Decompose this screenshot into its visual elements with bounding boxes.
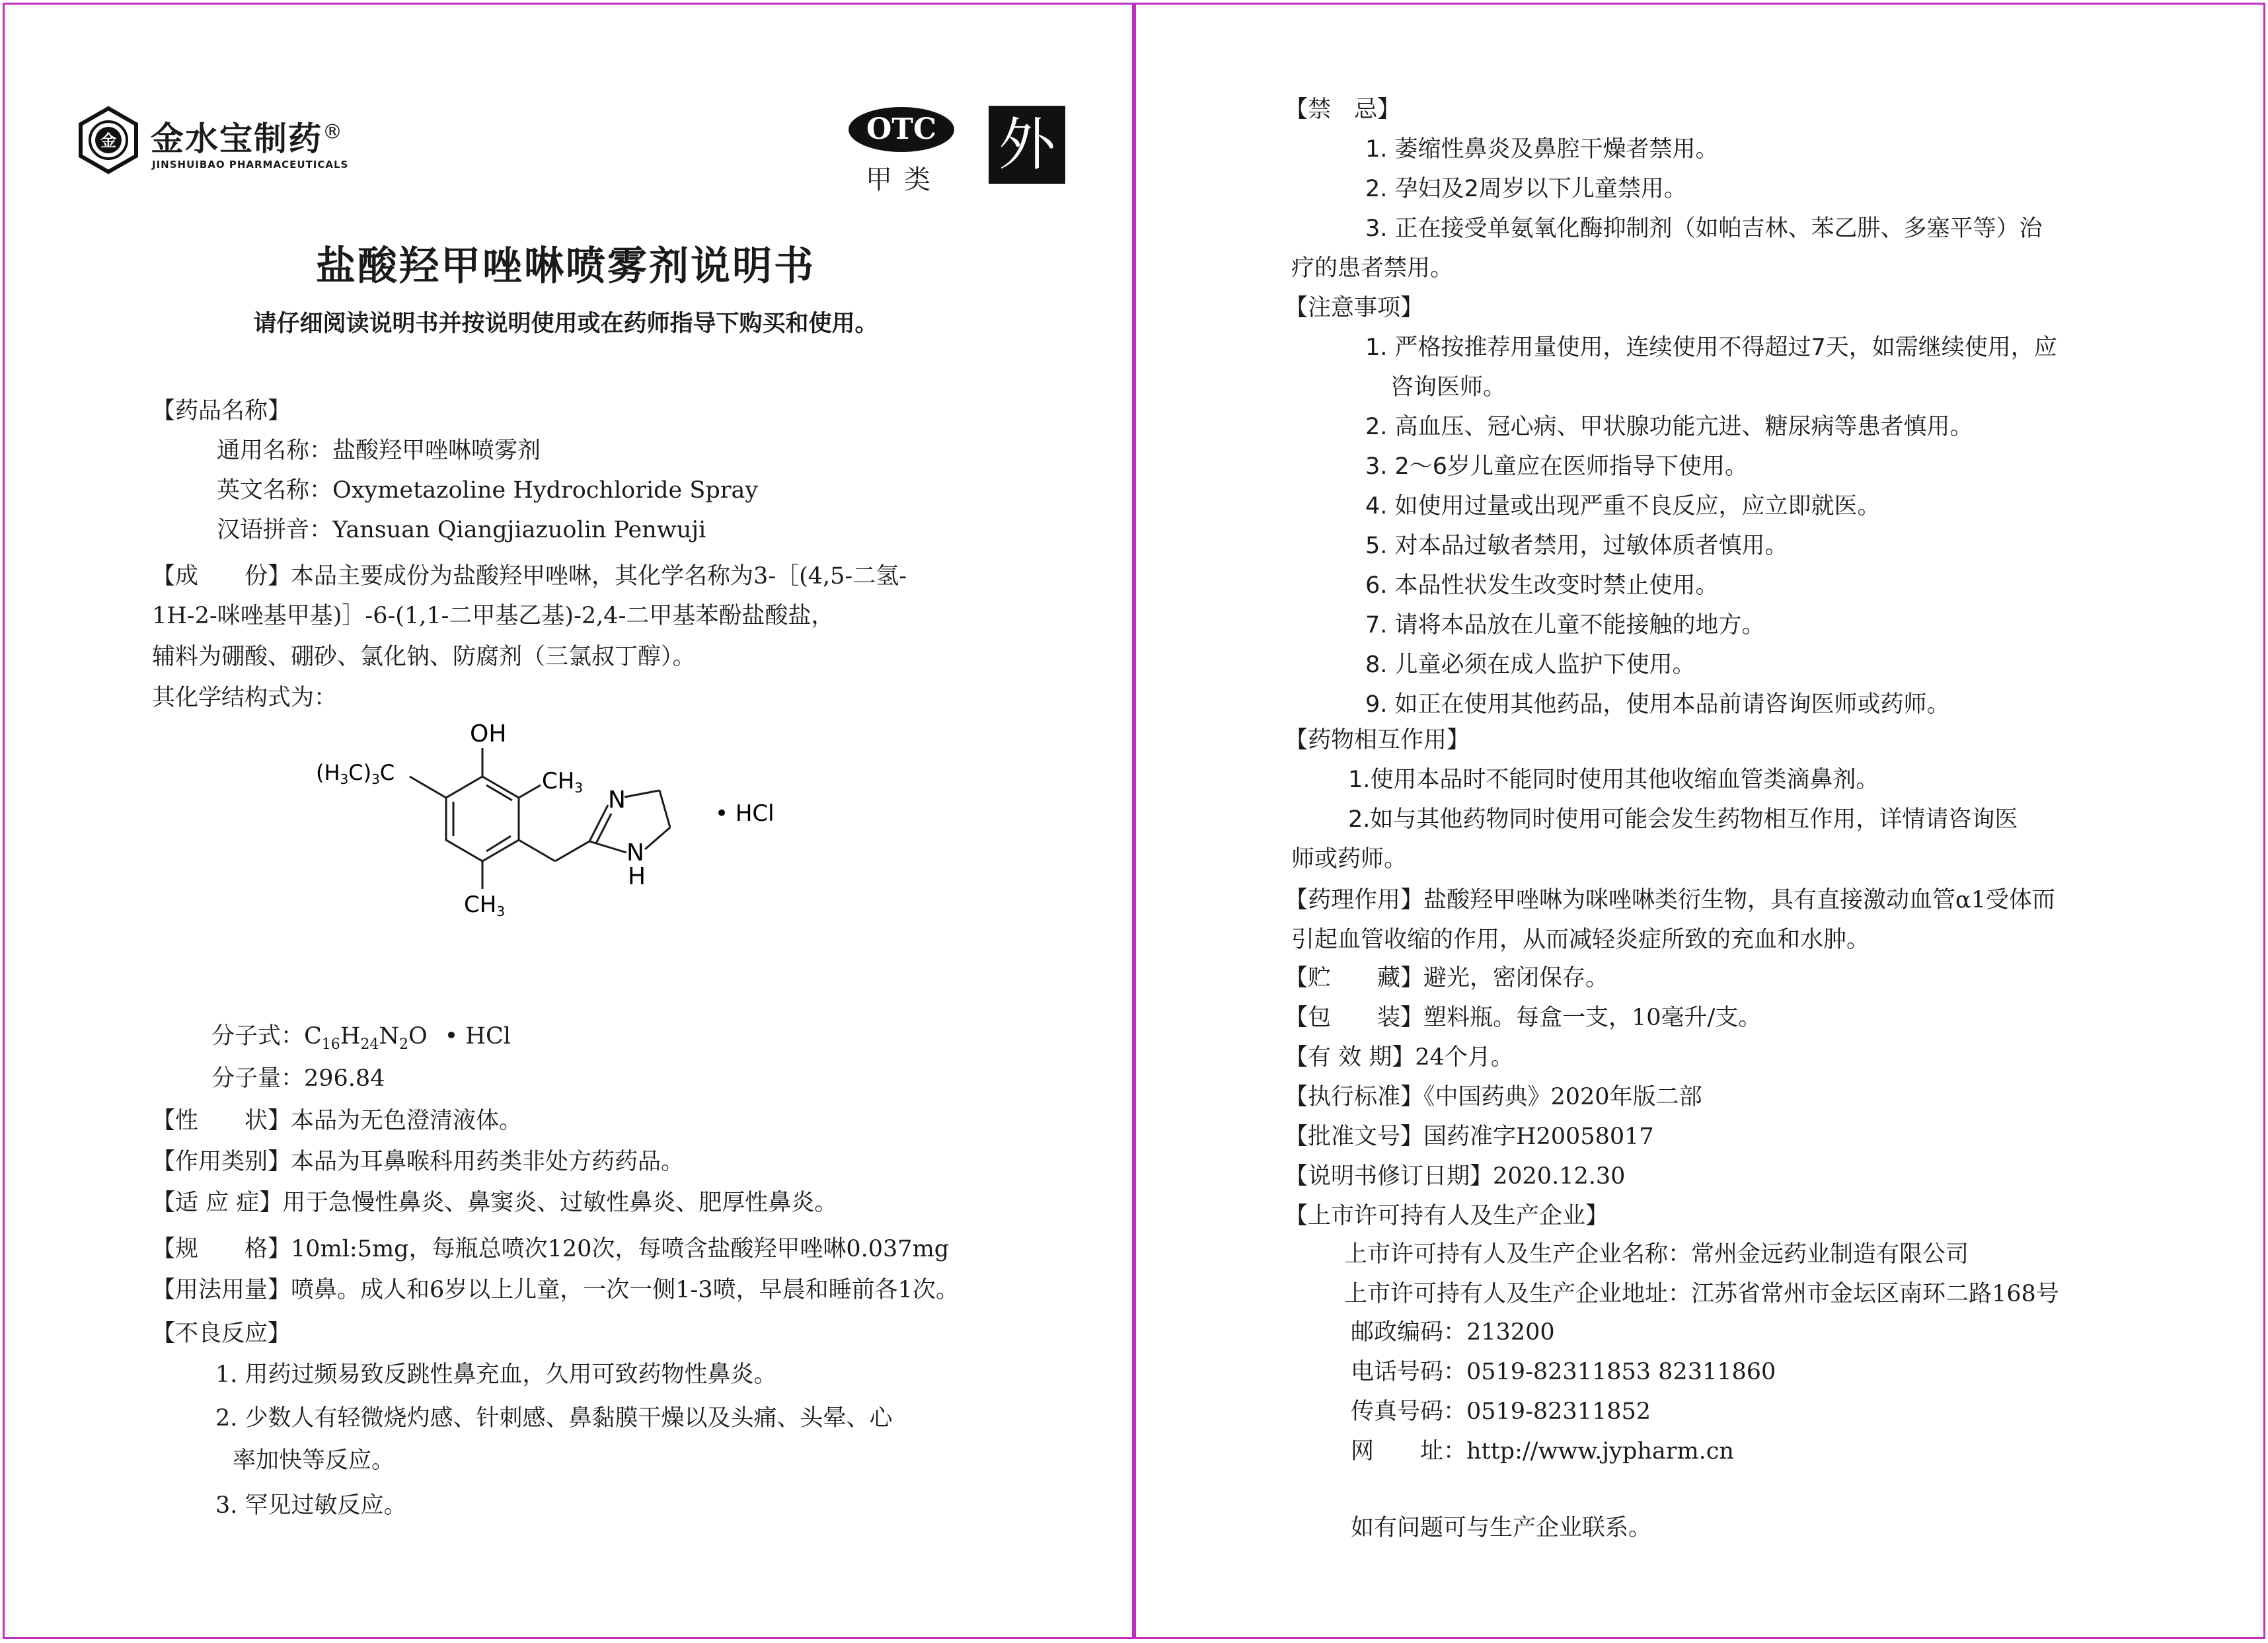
contra-item-3: 3. 正在接受单氨氧化酶抑制剂（如帕吉林、苯乙肼、多塞平等）治 bbox=[1365, 215, 2043, 242]
structure-caption: 其化学结构式为： bbox=[152, 685, 338, 711]
hydroxyl-label: OH bbox=[470, 720, 507, 747]
precaution-item-5: 5. 对本品过敏者禁用，过敏体质者慎用。 bbox=[1365, 533, 1788, 559]
precaution-item-2: 2. 高血压、冠心病、甲状腺功能亢进、糖尿病等患者慎用。 bbox=[1365, 414, 1973, 440]
external-use-badge: 外 bbox=[989, 106, 1065, 184]
manufacturer-address: 上市许可持有人及生产企业地址：江苏省常州市金坛区南环二路168号 bbox=[1344, 1281, 2059, 1307]
contra-item-1: 1. 萎缩性鼻炎及鼻腔干燥者禁用。 bbox=[1365, 136, 1719, 163]
section-specification: 【规 格】10ml:5mg，每瓶总喷次120次，每喷含盐酸羟甲唑啉0.037mg bbox=[152, 1236, 950, 1262]
section-approval-number: 【批准文号】国药准字H20058017 bbox=[1285, 1124, 1654, 1150]
section-dosage: 【用法用量】喷鼻。成人和6岁以上儿童，一次一侧1-3喷，早晨和睡前各1次。 bbox=[152, 1277, 959, 1303]
interaction-item-2: 2.如与其他药物同时使用可能会发生药物相互作用，详情请咨询医 bbox=[1348, 806, 2018, 833]
adverse-item-2: 2. 少数人有轻微烧灼感、针刺感、鼻黏膜干燥以及头痛、头晕、心 bbox=[215, 1405, 893, 1432]
hydrochloride-label: • HCl bbox=[715, 800, 775, 827]
generic-name: 通用名称：盐酸羟甲唑啉喷雾剂 bbox=[217, 438, 541, 464]
precaution-item-4: 4. 如使用过量或出现严重不良反应，应立即就医。 bbox=[1365, 493, 1881, 519]
tert-butyl-label: (H3C)3C bbox=[316, 760, 395, 787]
brand-english: JINSHUIBAO PHARMACEUTICALS bbox=[152, 159, 349, 171]
section-precautions: 【注意事项】 bbox=[1285, 295, 1424, 321]
precaution-item-8: 8. 儿童必须在成人监护下使用。 bbox=[1365, 652, 1696, 678]
postal-code: 邮政编码：213200 bbox=[1351, 1319, 1555, 1346]
section-indications: 【适 应 症】用于急慢性鼻炎、鼻窦炎、过敏性鼻炎、肥厚性鼻炎。 bbox=[152, 1190, 838, 1216]
ingredients-line-2: 1H-2-咪唑基甲基)］-6-(1,1-二甲基乙基)-2,4-二甲基苯酚盐酸盐， bbox=[152, 603, 835, 629]
precaution-item-6: 6. 本品性状发生改变时禁止使用。 bbox=[1365, 572, 1719, 599]
section-standard: 【执行标准】《中国药典》2020年版二部 bbox=[1285, 1084, 1702, 1110]
contra-item-2: 2. 孕妇及2周岁以下儿童禁用。 bbox=[1365, 176, 1687, 202]
logo-glyph: 金 bbox=[100, 132, 116, 150]
nh-hydrogen-label: H bbox=[628, 863, 646, 890]
section-manufacturer: 【上市许可持有人及生产企业】 bbox=[1285, 1203, 1609, 1229]
section-pharmacology: 【药理作用】盐酸羟甲唑啉为咪唑啉类衍生物，具有直接激动血管α1受体而 bbox=[1285, 887, 2055, 913]
phone-number: 电话号码：0519-82311853 82311860 bbox=[1351, 1359, 1776, 1385]
molecular-weight: 分子量：296.84 bbox=[211, 1065, 385, 1092]
brand-name-text: 金水宝制药 bbox=[151, 120, 322, 158]
chemical-structure-diagram bbox=[311, 714, 813, 952]
hexagon-logo-icon bbox=[74, 106, 143, 174]
english-name: 英文名称：Oxymetazoline Hydrochloride Spray bbox=[217, 477, 759, 504]
section-interactions: 【药物相互作用】 bbox=[1285, 727, 1470, 753]
contra-item-3-cont: 疗的患者禁用。 bbox=[1291, 255, 1454, 282]
otc-badge: OTC bbox=[849, 107, 954, 152]
section-revision-date: 【说明书修订日期】2020.12.30 bbox=[1285, 1163, 1626, 1190]
precaution-item-1-cont: 咨询医师。 bbox=[1390, 374, 1507, 401]
precaution-item-3: 3. 2～6岁儿童应在医师指导下使用。 bbox=[1365, 453, 1749, 480]
registered-mark: ® bbox=[322, 120, 344, 144]
precaution-item-7: 7. 请将本品放在儿童不能接触的地方。 bbox=[1365, 612, 1765, 638]
fax-number: 传真号码：0519-82311852 bbox=[1351, 1398, 1651, 1425]
molecular-formula: 分子式：$C_{16}H_{24}N_2O$ • HCl bbox=[211, 1023, 511, 1053]
methyl-bottom-label: CH3 bbox=[464, 892, 506, 919]
precaution-item-1: 1. 严格按推荐用量使用，连续使用不得超过7天，如需继续使用，应 bbox=[1365, 334, 2057, 361]
section-ingredients: 【成 份】本品主要成份为盐酸羟甲唑啉，其化学名称为3-［(4,5-二氢- bbox=[152, 563, 907, 590]
brand-name bbox=[151, 112, 344, 160]
document-subtitle: 请仔细阅读说明书并按说明使用或在药师指导下购买和使用。 bbox=[253, 311, 878, 337]
section-validity: 【有 效 期】24个月。 bbox=[1285, 1044, 1514, 1071]
section-category: 【作用类别】本品为耳鼻喉科用药类非处方药药品。 bbox=[152, 1149, 685, 1175]
section-contraindications: 【禁 忌】 bbox=[1285, 96, 1401, 123]
methyl-top-label: CH3 bbox=[542, 768, 584, 796]
manufacturer-name: 上市许可持有人及生产企业名称：常州金远药业制造有限公司 bbox=[1344, 1241, 1969, 1268]
website: 网 址：http://www.jypharm.cn bbox=[1351, 1438, 1734, 1465]
nh-nitrogen-label: N bbox=[626, 839, 644, 866]
section-adverse-reactions: 【不良反应】 bbox=[152, 1320, 291, 1347]
section-packaging: 【包 装】塑料瓶。每盒一支，10毫升/支。 bbox=[1285, 1005, 1762, 1031]
adverse-item-3: 3. 罕见过敏反应。 bbox=[215, 1492, 407, 1519]
adverse-item-1: 1. 用药过频易致反跳性鼻充血，久用可致药物性鼻炎。 bbox=[215, 1361, 777, 1388]
section-appearance: 【性 状】本品为无色澄清液体。 bbox=[152, 1108, 523, 1134]
section-storage: 【贮 藏】避光，密闭保存。 bbox=[1285, 965, 1609, 991]
document-title: 盐酸羟甲唑啉喷雾剂说明书 bbox=[316, 243, 815, 289]
contact-note: 如有问题可与生产企业联系。 bbox=[1351, 1515, 1652, 1541]
pinyin-name: 汉语拼音：Yansuan Qiangjiazuolin Penwuji bbox=[217, 517, 706, 543]
pharmacology-cont: 引起血管收缩的作用，从而减轻炎症所致的充血和水肿。 bbox=[1291, 927, 1870, 953]
otc-class-label: 甲类 bbox=[866, 165, 942, 195]
ingredients-line-3: 辅料为硼酸、硼砂、氯化钠、防腐剂（三氯叔丁醇）。 bbox=[152, 644, 696, 670]
section-drug-name: 【药品名称】 bbox=[152, 398, 291, 424]
nitrogen-label: N bbox=[608, 786, 626, 814]
interaction-item-1: 1.使用本品时不能同时使用其他收缩血管类滴鼻剂。 bbox=[1348, 767, 1879, 793]
adverse-item-2-cont: 率加快等反应。 bbox=[233, 1447, 395, 1474]
interaction-item-2-cont: 师或药师。 bbox=[1291, 846, 1408, 872]
precaution-item-9: 9. 如正在使用其他药品，使用本品前请咨询医师或药师。 bbox=[1365, 691, 1950, 718]
